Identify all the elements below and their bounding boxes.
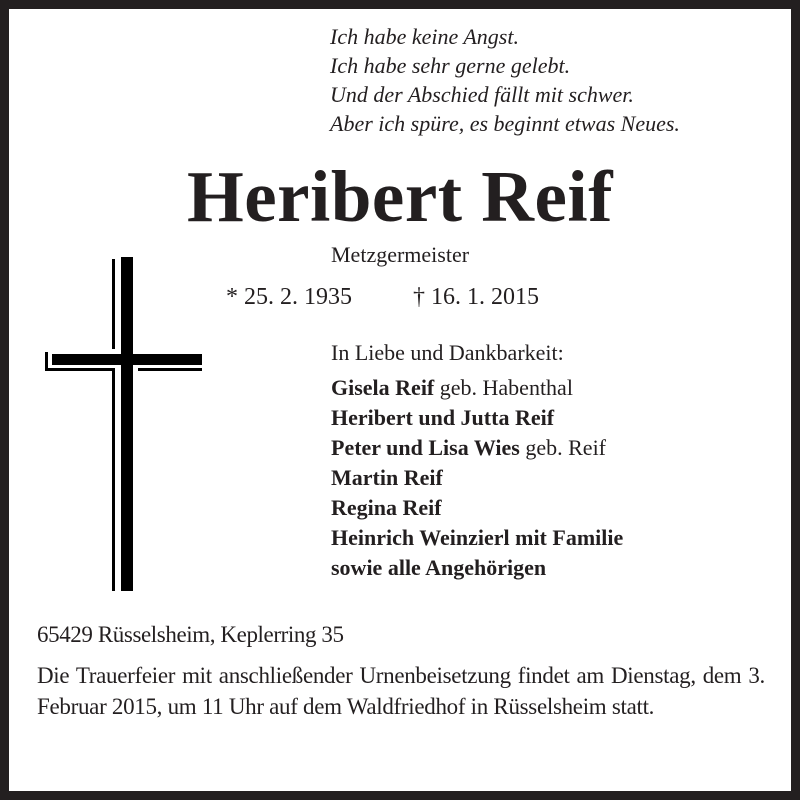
- mourner-name: Gisela Reif: [331, 375, 435, 400]
- mourner-entry: [331, 463, 623, 493]
- mourner-name: Heribert und Jutta Reif: [331, 405, 555, 430]
- mourner-name: Martin Reif: [331, 465, 443, 490]
- deceased-name: Heribert Reif: [186, 156, 614, 237]
- mourner-entry: [331, 373, 623, 403]
- life-dates: [226, 282, 539, 312]
- mourner-entry: [331, 493, 623, 523]
- mourner-entry: [331, 433, 623, 463]
- poem-line: Und der Abschied fällt mit schwer.: [330, 82, 634, 107]
- mourner-note: geb. Habenthal: [434, 375, 573, 400]
- mourner-note: geb. Reif: [519, 435, 607, 460]
- death-date: † 16. 1. 2015: [413, 284, 539, 310]
- deceased-profession: Metzgermeister: [331, 242, 470, 267]
- poem: [330, 22, 680, 138]
- mourners-intro: In Liebe und Dankbarkeit:: [331, 340, 564, 365]
- poem-line: Ich habe keine Angst.: [330, 24, 519, 49]
- mourner-name: Peter und Lisa Wies: [331, 435, 520, 460]
- mourner-name: sowie alle Angehörigen: [331, 555, 547, 580]
- birth-date: * 25. 2. 1935: [226, 284, 352, 310]
- mourner-name: Regina Reif: [331, 495, 442, 520]
- mourners-list: [331, 373, 623, 583]
- mourners-block: [331, 338, 623, 583]
- mourner-entry: [331, 553, 623, 583]
- mourner-entry: [331, 403, 623, 433]
- family-address: 65429 Rüsselsheim, Keplerring 35: [37, 622, 344, 647]
- mourner-entry: [331, 523, 623, 553]
- ceremony-details: Die Trauerfeier mit anschließender Urnenbeisetzung findet am Dienstag, dem 3. Februar 2015, um 11 Uhr auf dem Waldfriedhof in Rüsselsheim statt.: [37, 663, 765, 719]
- poem-line: Ich habe sehr gerne gelebt.: [330, 53, 571, 78]
- mourner-name: Heinrich Weinzierl mit Familie: [331, 525, 624, 550]
- poem-line: Aber ich spüre, es beginnt etwas Neues.: [330, 111, 680, 136]
